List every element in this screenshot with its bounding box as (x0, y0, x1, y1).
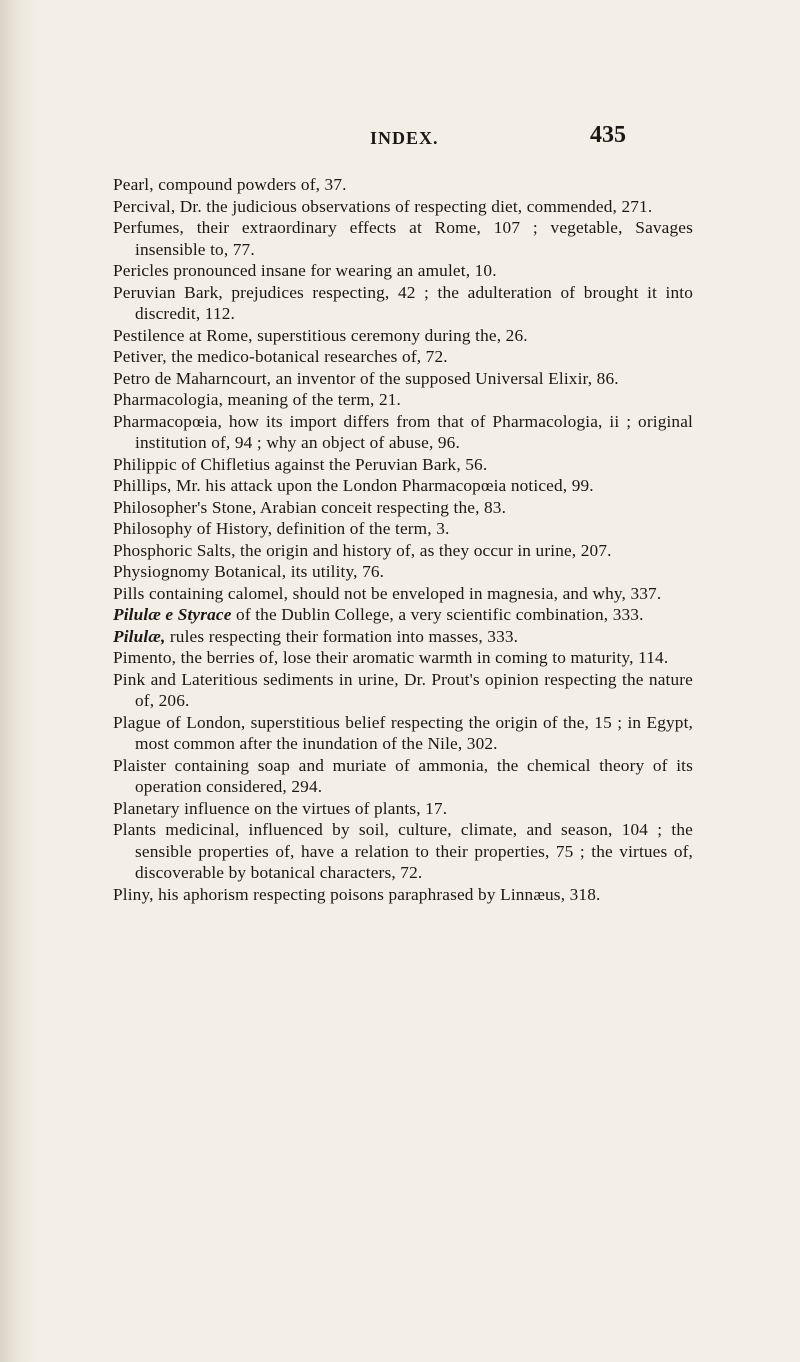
entry-term: Philosopher's (113, 497, 208, 517)
entry-term: Pestilence (113, 325, 185, 345)
entry-term: Percival, (113, 196, 176, 216)
entry-text: how its import differs from that of Pharmacologia, ii ; original institution of, 94 ; why an object of abuse, 96. (135, 411, 693, 452)
running-head: INDEX. (370, 128, 439, 148)
entry-text: his aphorism respecting poisons paraphrased by Linnæus, 318. (153, 884, 601, 904)
entry-term: Pharmacopœia, (113, 411, 222, 431)
entry-term: Pericles (113, 261, 169, 280)
entry-text: of London, superstitious belief respecting the origin of the, 15 ; in Egypt, most common after the inundation of the Nile, 302. (135, 712, 693, 753)
entry-text: the berries of, lose their aromatic warmth in coming to maturity, 114. (176, 648, 669, 667)
index-entry (113, 884, 693, 906)
entry-term: Planetary (113, 798, 180, 818)
index-entry (113, 540, 693, 562)
index-entry (113, 260, 693, 282)
index-entry (113, 604, 693, 626)
entry-text: rules respecting their formation into masses, 333. (165, 626, 519, 646)
index-entry (113, 669, 693, 712)
entry-text: of Chifletius against the Peruvian Bark, 56. (176, 454, 488, 474)
index-entry (113, 626, 693, 648)
index-entry (113, 755, 693, 798)
entry-term: Petiver, (113, 347, 167, 366)
index-entry (113, 217, 693, 260)
entry-term: Philippic (113, 454, 177, 474)
index-entry (113, 411, 693, 454)
entry-term: Pills (113, 583, 145, 603)
index-entry (113, 518, 693, 540)
entry-text: at Rome, superstitious ceremony during the, 26. (184, 325, 528, 345)
entry-text: of the Dublin College, a very scientific combination, 333. (231, 605, 644, 624)
index-entry (113, 647, 693, 669)
index-entry (113, 196, 693, 218)
index-entry (113, 475, 693, 497)
entry-term: Pimento, (113, 648, 177, 667)
index-entry (113, 583, 693, 605)
entry-text: pronounced insane for wearing an amulet, 10. (168, 261, 497, 280)
entry-text: medicinal, influenced by soil, culture, climate, and season, 104 ; the sensible properties of, have a relation to their properties, 75 ; the virtues of, discoverable by botanical characters, 72. (135, 820, 693, 882)
entry-term: Physiognomy (113, 562, 210, 581)
entry-text: Botanical, its utility, 76. (209, 562, 385, 581)
entry-term: Plants (113, 820, 157, 839)
entry-text: compound powders of, 37. (153, 175, 347, 194)
entry-text: influence on the virtues of plants, 17. (179, 798, 448, 818)
entry-term: Pharmacologia, (113, 390, 224, 409)
entry-term: Pearl, (113, 175, 154, 194)
index-entry (113, 325, 693, 347)
index-entry (113, 497, 693, 519)
entry-text: Salts, the origin and history of, as they occur in urine, 207. (192, 540, 612, 560)
entry-term: Peruvian (113, 282, 176, 302)
index-entry (113, 454, 693, 476)
entry-text: the medico-botanical researches of, 72. (166, 347, 448, 366)
index-entry (113, 282, 693, 325)
entry-term: Phillips, (113, 476, 172, 495)
entry-text: their extraordinary effects at Rome, 107 ; vegetable, Savages insensible to, 77. (135, 218, 693, 259)
entry-text: containing calomel, should not be enveloped in magnesia, and why, 337. (144, 583, 662, 603)
entry-term: Plague (113, 712, 161, 732)
page-number: 435 (590, 122, 626, 148)
entry-term: Plaister (113, 755, 167, 775)
entry-text: meaning of the term, 21. (223, 390, 402, 409)
entry-text: of History, definition of the term, 3. (192, 519, 450, 538)
entry-term: Pliny, (113, 884, 154, 904)
index-entry (113, 712, 693, 755)
entry-text: Dr. the judicious observations of respecting diet, commended, 271. (175, 196, 653, 216)
entry-term: Pilulæ, (113, 626, 166, 646)
entry-term: Philosophy (113, 519, 193, 538)
entry-term: Perfumes, (113, 218, 184, 237)
entry-text: containing soap and muriate of ammonia, the chemical theory of its operation considered, 294. (135, 755, 693, 796)
index-entry (113, 368, 693, 390)
index-entry (113, 819, 693, 884)
entry-term: Petro (113, 368, 151, 388)
index-entry (113, 561, 693, 583)
index-entry (113, 798, 693, 820)
entry-text: and Lateritious sediments in urine, Dr. Prout's opinion respecting the nature of, 206. (135, 669, 693, 710)
entry-text: Mr. his attack upon the London Pharmacopœia noticed, 99. (171, 476, 594, 495)
index-entry-list (113, 174, 693, 905)
entry-term: Pilulæ e Styrace (113, 605, 232, 624)
index-entry (113, 174, 693, 196)
entry-text: Bark, prejudices respecting, 42 ; the adulteration of brought it into discredit, 112. (135, 282, 693, 323)
entry-term: Phosphoric (113, 540, 193, 560)
index-entry (113, 346, 693, 368)
entry-text: Stone, Arabian conceit respecting the, 83. (207, 497, 507, 517)
entry-text: de Maharncourt, an inventor of the supposed Universal Elixir, 86. (150, 368, 619, 388)
entry-term: Pink (113, 669, 146, 689)
index-entry (113, 389, 693, 411)
